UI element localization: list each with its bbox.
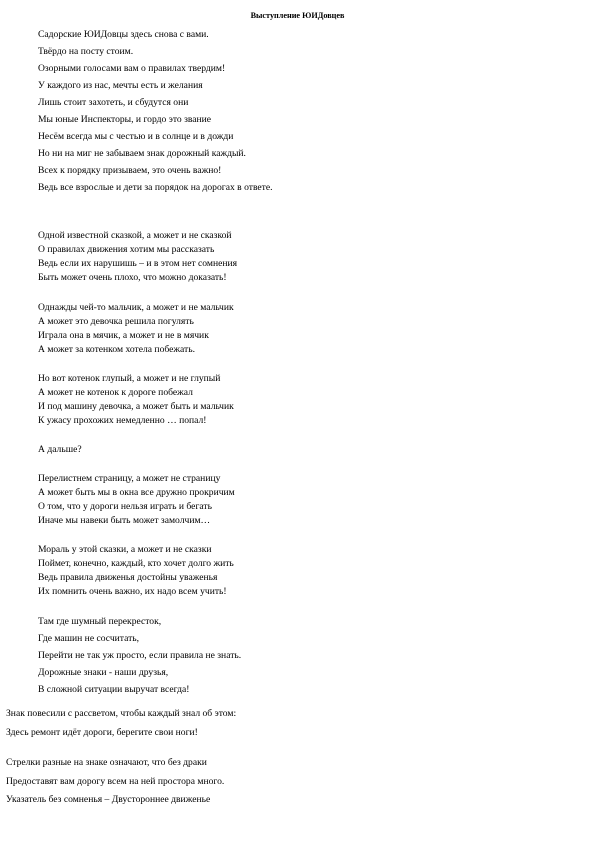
poem-line: А может быть мы в окна все дружно прокричим — [38, 487, 235, 498]
poem-line: Поймет, конечно, каждый, кто хочет долго жить — [38, 558, 234, 569]
poem-line: Ведь все взрослые и дети за порядок на дорогах в ответе. — [38, 182, 273, 193]
poem-line: Всех к порядку призываем, это очень важно! — [38, 165, 222, 176]
poem-line: Быть может очень плохо, что можно доказать! — [38, 272, 227, 283]
poem-line: А дальше? — [38, 444, 82, 455]
poem-line: Стрелки разные на знаке означают, что без драки — [6, 757, 207, 768]
poem-line: Однажды чей-то мальчик, а может и не мальчик — [38, 302, 234, 313]
poem-line: Где машин не сосчитать, — [38, 633, 140, 644]
poem-line: У каждого из нас, мечты есть и желания — [38, 80, 203, 91]
poem-line: Но ни на миг не забываем знак дорожный каждый. — [38, 148, 246, 159]
poem-line: В сложной ситуации выручат всегда! — [38, 684, 190, 695]
poem-line: Садорские ЮИДовцы здесь снова с вами. — [38, 29, 209, 40]
poem-line: Их помнить очень важно, их надо всем учить! — [38, 586, 227, 597]
poem-line: Мы юные Инспекторы, и гордо это звание — [38, 114, 212, 125]
poem-line: И под машину девочка, а может быть и мальчик — [38, 401, 234, 412]
poem-line: Знак повесили с рассветом, чтобы каждый знал об этом: — [6, 708, 237, 719]
poem-line: О правилах движения хотим мы рассказать — [38, 244, 215, 255]
poem-line: Там где шумный перекресток, — [38, 616, 162, 627]
poem-line: О том, что у дороги нельзя играть и бегать — [38, 501, 212, 512]
poem-line: Ведь правила движенья достойны уваженья — [38, 572, 218, 583]
poem-line: Несём всегда мы с честью и в солнце и в дожди — [38, 131, 234, 142]
poem-line: К ужасу прохожих немедленно … попал! — [38, 415, 207, 426]
poem-line: Перейти не так уж просто, если правила не знать. — [38, 650, 242, 661]
poem-line: Мораль у этой сказки, а может и не сказки — [38, 544, 212, 555]
poem-line: Озорными голосами вам о правилах твердим! — [38, 63, 226, 74]
poem-line: Указатель без сомненья – Двустороннее движенье — [6, 794, 211, 805]
poem-line: Одной известной сказкой, а может и не сказкой — [38, 230, 232, 241]
poem-line: Твёрдо на посту стоим. — [38, 46, 134, 57]
poem-line: Лишь стоит захотеть, и сбудутся они — [38, 97, 189, 108]
poem-line: Предоставят вам дорогу всем на ней простора много. — [6, 776, 225, 787]
poem-line: Но вот котенок глупый, а может и не глупый — [38, 373, 221, 384]
document-title: Выступление ЮИДовцев — [250, 11, 345, 20]
poem-line: Здесь ремонт идёт дороги, берегите свои ноги! — [6, 727, 198, 738]
poem-line: А может это девочка решила погулять — [38, 316, 194, 327]
poem-line: Ведь если их нарушишь – и в этом нет сомнения — [38, 258, 238, 269]
poem-line: Дорожные знаки - наши друзья, — [38, 667, 169, 678]
poem-line: Играла она в мячик, а может и не в мячик — [38, 330, 209, 341]
poem-line: Перелистнем страницу, а может не страницу — [38, 473, 221, 484]
poem-line: А может не котенок к дороге побежал — [38, 387, 193, 398]
poem-line: Иначе мы навеки быть может замолчим… — [38, 515, 211, 526]
poem-line: А может за котенком хотела побежать. — [38, 344, 195, 355]
